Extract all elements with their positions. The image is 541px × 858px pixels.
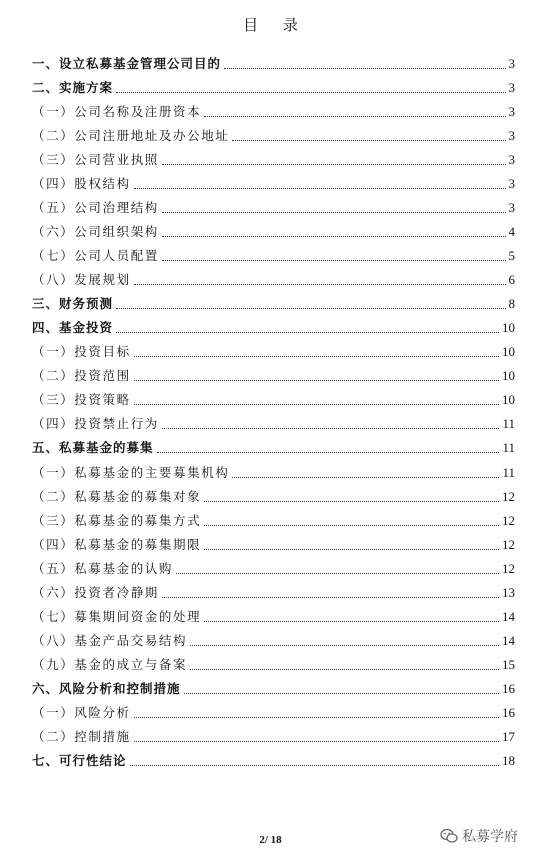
dot-leader xyxy=(190,669,499,670)
dot-leader xyxy=(162,260,506,261)
toc-entry-title: 六、风险分析和控制措施 xyxy=(32,681,181,696)
toc-entry-page: 3 xyxy=(508,104,515,119)
toc-entry-title: （三）私募基金的募集方式 xyxy=(32,513,202,528)
toc-entry[interactable] xyxy=(32,438,515,458)
toc-entry-title: （五）私募基金的认购 xyxy=(32,561,174,576)
watermark xyxy=(440,826,518,846)
toc-entry-page: 14 xyxy=(502,633,515,648)
dot-leader xyxy=(116,308,505,309)
toc-entry[interactable] xyxy=(32,487,515,507)
toc-entry-page: 11 xyxy=(502,440,515,455)
toc-entry[interactable] xyxy=(32,727,515,747)
dot-leader xyxy=(134,717,499,718)
toc-entry[interactable] xyxy=(32,78,515,98)
toc-entry[interactable] xyxy=(32,318,515,338)
dot-leader xyxy=(184,693,499,694)
toc-entry-title: 四、基金投资 xyxy=(32,320,114,335)
toc-entry[interactable] xyxy=(32,679,515,699)
toc-entry-title: （八）基金产品交易结构 xyxy=(32,633,188,648)
toc-entry-title: （一）公司名称及注册资本 xyxy=(32,104,202,119)
toc-entry[interactable] xyxy=(32,607,515,627)
toc-entry[interactable] xyxy=(32,246,515,266)
toc-entry-page: 15 xyxy=(502,657,515,672)
toc-entry-page: 12 xyxy=(502,537,515,552)
toc-entry-title: （六）投资者冷静期 xyxy=(32,585,159,600)
wechat-icon xyxy=(440,828,458,844)
toc-entry-title: （七）募集期间资金的处理 xyxy=(32,609,202,624)
dot-leader xyxy=(204,116,505,117)
dot-leader xyxy=(134,380,499,381)
toc-entry-title: （六）公司组织架构 xyxy=(32,224,159,239)
dot-leader xyxy=(204,621,499,622)
dot-leader xyxy=(130,765,499,766)
toc-entry-page: 10 xyxy=(502,344,515,359)
toc-entry[interactable] xyxy=(32,294,515,314)
toc-entry-title: 五、私募基金的募集 xyxy=(32,440,154,455)
dot-leader xyxy=(162,597,499,598)
toc-entry-page: 12 xyxy=(502,513,515,528)
toc-entry-page: 3 xyxy=(508,176,515,191)
page-number: 2/ 18 xyxy=(259,834,282,846)
toc-entry[interactable] xyxy=(32,463,515,483)
toc-entry[interactable] xyxy=(32,222,515,242)
dot-leader xyxy=(134,284,506,285)
toc-entry-title: （七）公司人员配置 xyxy=(32,248,159,263)
dot-leader xyxy=(162,428,500,429)
toc-entry-title: 二、实施方案 xyxy=(32,80,114,95)
toc-entry[interactable] xyxy=(32,583,515,603)
toc-entry[interactable] xyxy=(32,198,515,218)
toc-entry-title: （四）投资禁止行为 xyxy=(32,416,159,431)
toc-entry-page: 3 xyxy=(508,56,515,71)
toc-entry-page: 12 xyxy=(502,561,515,576)
toc-entry[interactable] xyxy=(32,366,515,386)
dot-leader xyxy=(162,164,506,165)
toc-entry[interactable] xyxy=(32,270,515,290)
toc-entry-page: 3 xyxy=(508,80,515,95)
dot-leader xyxy=(204,525,499,526)
dot-leader xyxy=(134,356,499,357)
dot-leader xyxy=(176,573,499,574)
dot-leader xyxy=(162,236,506,237)
toc-entry-page: 6 xyxy=(508,272,515,287)
toc-entry-page: 3 xyxy=(508,200,515,215)
toc-entry-title: （二）投资范围 xyxy=(32,368,131,383)
dot-leader xyxy=(232,477,499,478)
toc-entry-page: 14 xyxy=(502,609,515,624)
toc-entry-page: 8 xyxy=(508,296,515,311)
toc-entry-title: （三）投资策略 xyxy=(32,392,131,407)
toc-entry-page: 4 xyxy=(508,224,515,239)
toc-entry[interactable] xyxy=(32,535,515,555)
toc-entry-page: 16 xyxy=(502,705,515,720)
toc-entry-page: 10 xyxy=(502,320,515,335)
toc-entry[interactable] xyxy=(32,390,515,410)
toc-entry[interactable] xyxy=(32,174,515,194)
toc-entry-title: （二）公司注册地址及办公地址 xyxy=(32,128,230,143)
toc-entry-page: 3 xyxy=(508,152,515,167)
watermark-text: 私募学府 xyxy=(462,829,518,845)
toc-entry-title: （一）私募基金的主要募集机构 xyxy=(32,465,230,480)
toc-entry-page: 5 xyxy=(508,248,515,263)
toc-entry-page: 10 xyxy=(502,368,515,383)
toc-entry[interactable] xyxy=(32,559,515,579)
toc-entry[interactable] xyxy=(32,102,515,122)
toc-entry-page: 11 xyxy=(502,465,515,480)
dot-leader xyxy=(224,68,505,69)
toc-entry[interactable] xyxy=(32,126,515,146)
toc-entry-title: （四）股权结构 xyxy=(32,176,131,191)
toc-entry-page: 12 xyxy=(502,489,515,504)
toc-entry[interactable] xyxy=(32,631,515,651)
toc-entry-page: 16 xyxy=(502,681,515,696)
toc-entry[interactable] xyxy=(32,150,515,170)
toc-entry-page: 13 xyxy=(502,585,515,600)
toc-entry[interactable] xyxy=(32,655,515,675)
toc-entry-title: （二）私募基金的募集对象 xyxy=(32,489,202,504)
toc-entry-title: （二）控制措施 xyxy=(32,729,131,744)
toc-entry[interactable] xyxy=(32,703,515,723)
toc-entry-title: 七、可行性结论 xyxy=(32,753,127,768)
toc-entry-page: 17 xyxy=(502,729,515,744)
dot-leader xyxy=(204,549,499,550)
toc-entry-title: （四）私募基金的募集期限 xyxy=(32,537,202,552)
dot-leader xyxy=(232,140,505,141)
dot-leader xyxy=(162,212,506,213)
toc-entry-page: 18 xyxy=(502,753,515,768)
toc-entry[interactable] xyxy=(32,751,515,771)
toc-entry-title: （五）公司治理结构 xyxy=(32,200,159,215)
toc-entry-title: （九）基金的成立与备案 xyxy=(32,657,188,672)
toc-entry-page: 3 xyxy=(508,128,515,143)
toc-entry[interactable] xyxy=(32,414,515,434)
toc-entry[interactable] xyxy=(32,342,515,362)
dot-leader xyxy=(204,501,499,502)
dot-leader xyxy=(134,188,506,189)
document-title: 目 录 xyxy=(243,16,308,34)
toc-entry[interactable] xyxy=(32,511,515,531)
dot-leader xyxy=(134,404,499,405)
dot-leader xyxy=(157,452,500,453)
dot-leader xyxy=(134,741,499,742)
dot-leader xyxy=(190,645,499,646)
toc-entry-page: 11 xyxy=(502,416,515,431)
toc-entry-page: 10 xyxy=(502,392,515,407)
dot-leader xyxy=(116,92,505,93)
toc-entry-title: （三）公司营业执照 xyxy=(32,152,159,167)
dot-leader xyxy=(116,332,499,333)
toc-entry[interactable] xyxy=(32,54,515,74)
toc-entry-title: （一）风险分析 xyxy=(32,705,131,720)
toc-entry-title: （八）发展规划 xyxy=(32,272,131,287)
toc-entry-title: 三、财务预测 xyxy=(32,296,114,311)
toc-entry-title: 一、设立私募基金管理公司目的 xyxy=(32,56,222,71)
toc-entry-title: （一）投资目标 xyxy=(32,344,131,359)
